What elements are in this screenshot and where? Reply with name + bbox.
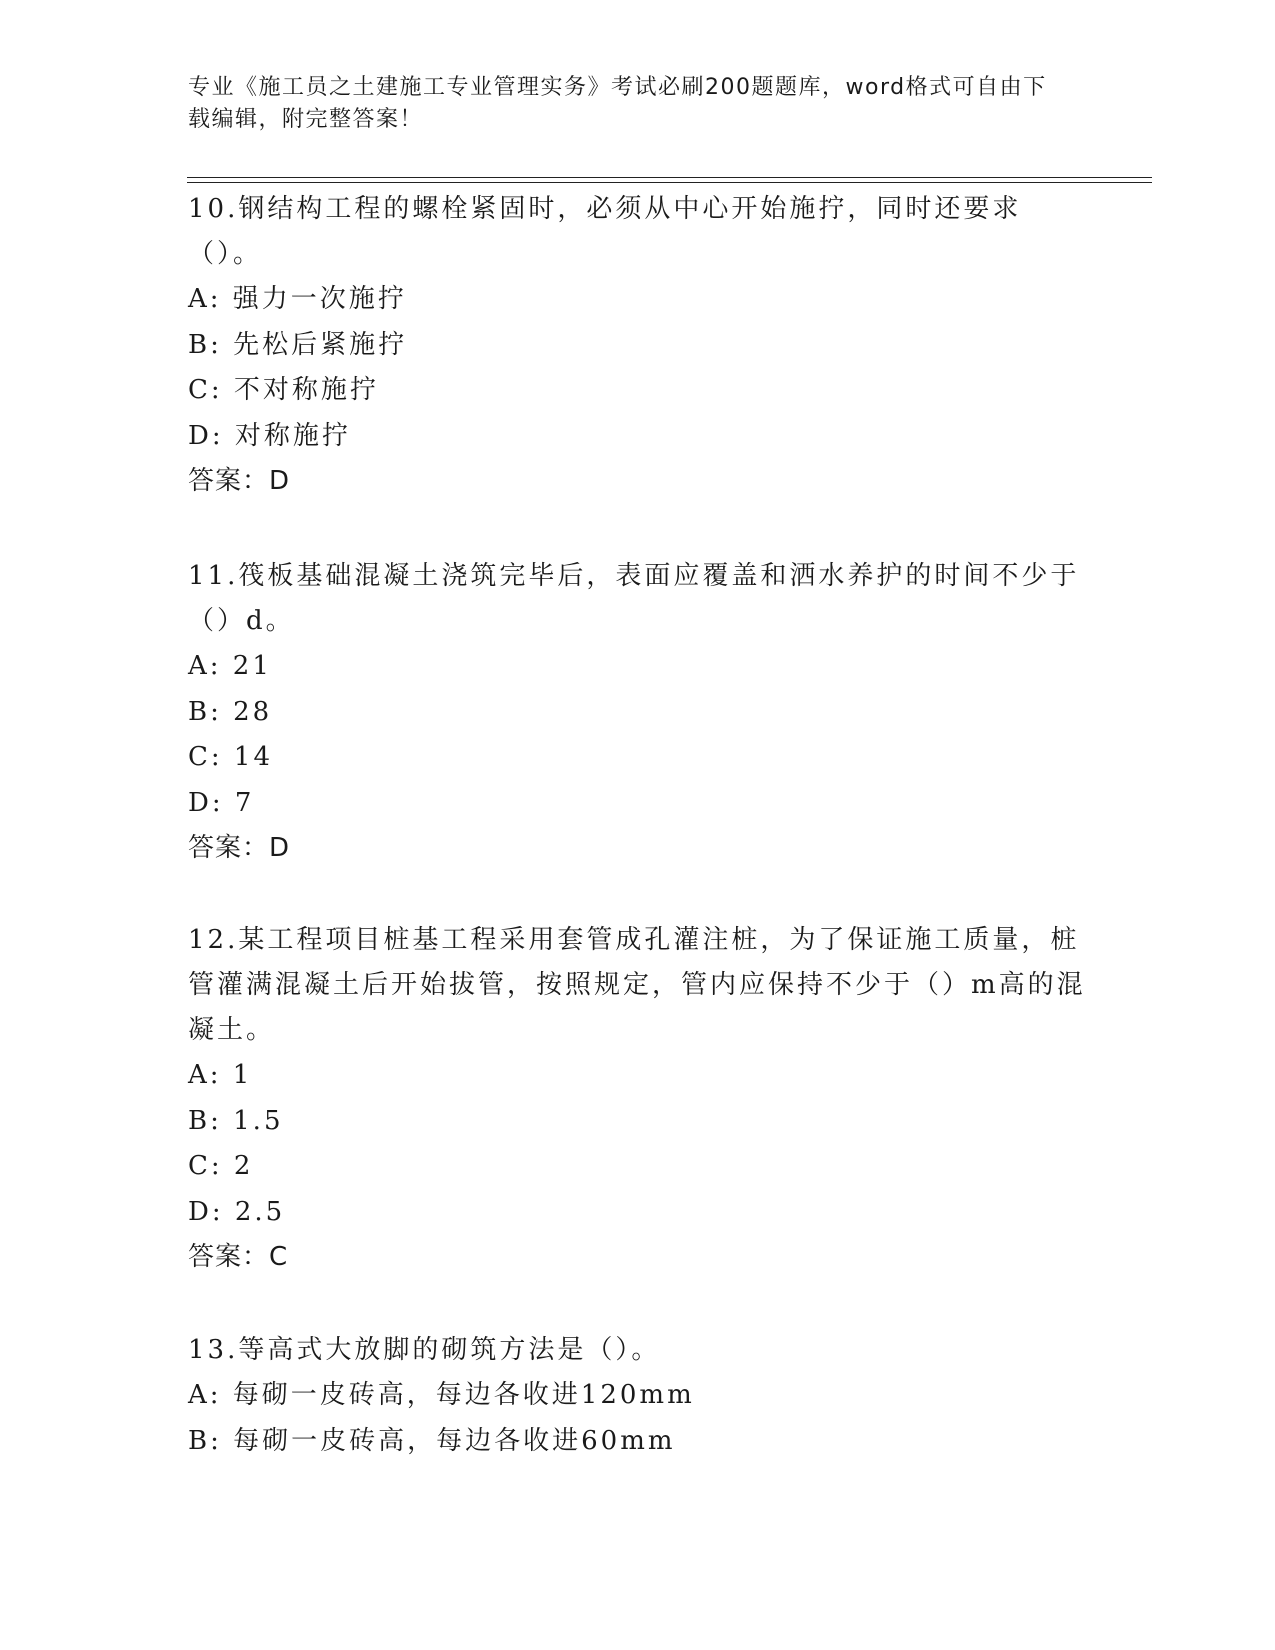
option-b: B: 1.5 bbox=[188, 1105, 284, 1136]
option-b: B: 28 bbox=[188, 696, 273, 727]
option-a: A: 21 bbox=[188, 651, 272, 681]
header-divider-top bbox=[187, 177, 1152, 178]
option-b: B: 每砌一皮砖高，每边各收进60mm bbox=[188, 1425, 676, 1456]
question-12 bbox=[188, 918, 1088, 1280]
option-a: A: 1 bbox=[188, 1060, 253, 1090]
option-c: C: 14 bbox=[188, 742, 274, 772]
option-a: A: 每砌一皮砖高，每边各收进120mm bbox=[188, 1380, 695, 1410]
option-b: B: 先松后紧施拧 bbox=[188, 329, 408, 360]
answer-line: 答案：D bbox=[188, 466, 291, 496]
option-d: D: 对称施拧 bbox=[188, 420, 351, 451]
option-c: C: 2 bbox=[188, 1151, 254, 1181]
question-stem: 11.筏板基础混凝土浇筑完毕后，表面应覆盖和洒水养护的时间不少于（）d。 bbox=[188, 561, 1080, 636]
question-13 bbox=[188, 1328, 1088, 1464]
answer-line: 答案：D bbox=[188, 833, 291, 863]
answer-line: 答案：C bbox=[188, 1242, 289, 1272]
option-d: D: 7 bbox=[188, 787, 255, 818]
option-c: C: 不对称施拧 bbox=[188, 375, 379, 405]
question-stem: 10.钢结构工程的螺栓紧固时，必须从中心开始施拧，同时还要求（）。 bbox=[188, 194, 1022, 269]
option-a: A: 强力一次施拧 bbox=[188, 284, 407, 314]
question-10 bbox=[188, 187, 1088, 504]
header-divider-bottom bbox=[187, 182, 1152, 183]
question-11 bbox=[188, 554, 1088, 871]
question-stem: 12.某工程项目桩基工程采用套管成孔灌注桩，为了保证施工质量，桩管灌满混凝土后开始拔管，按照规定，管内应保持不少于（）m高的混凝土。 bbox=[188, 925, 1086, 1045]
question-stem: 13.等高式大放脚的砌筑方法是（）。 bbox=[188, 1335, 661, 1365]
option-d: D: 2.5 bbox=[188, 1196, 286, 1227]
document-header: 专业《施工员之土建施工专业管理实务》考试必刷200题题库，word格式可自由下载编辑，附完整答案！ bbox=[188, 75, 1047, 132]
